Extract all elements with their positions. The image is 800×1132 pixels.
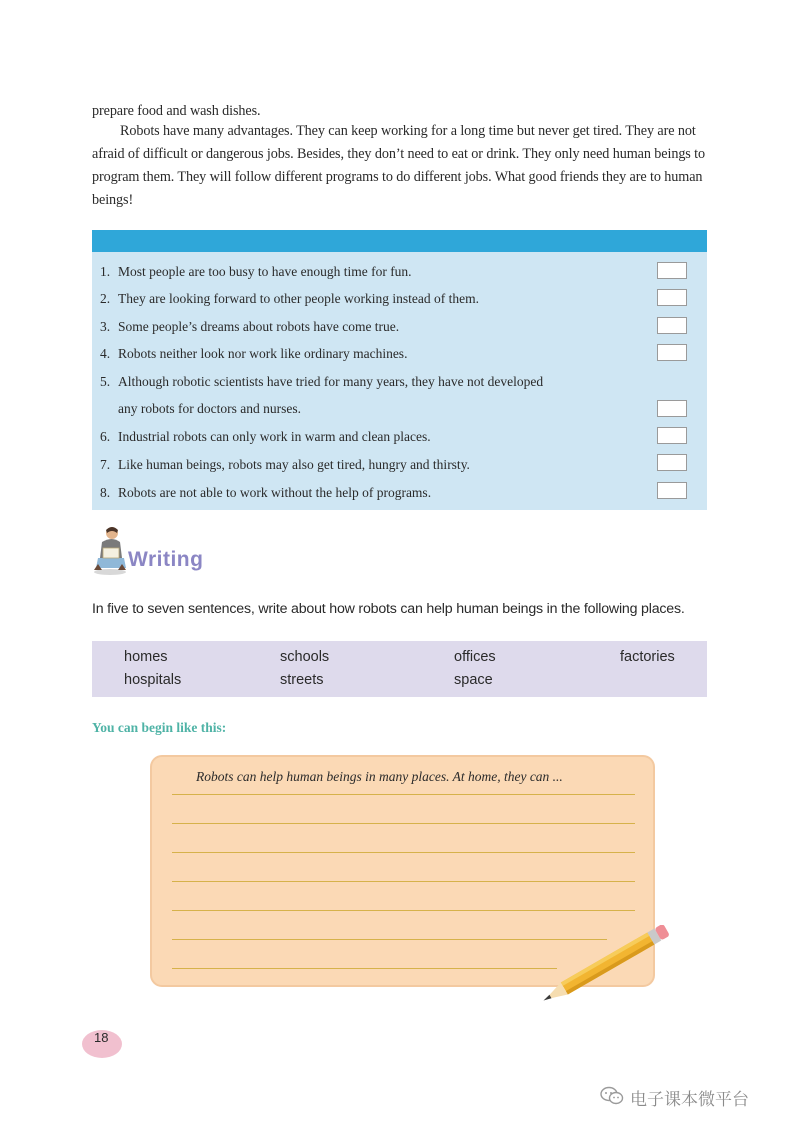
statement-number: 7. <box>100 457 111 472</box>
answer-box-7[interactable] <box>657 454 687 471</box>
statement-text: Although robotic scientists have tried for many years, they have not developed <box>118 374 544 389</box>
statement-1 <box>100 263 412 281</box>
statements-box <box>92 230 707 510</box>
place-hospitals: hospitals <box>124 672 182 688</box>
statement-number: 6. <box>100 429 111 444</box>
reading-student-icon <box>92 524 128 576</box>
statement-number: 1. <box>100 264 111 279</box>
writing-instruction: In five to seven sentences, write about how robots can help human beings in the following places. <box>92 601 685 617</box>
statement-3 <box>100 318 399 336</box>
answer-box-3[interactable] <box>657 317 687 334</box>
statement-5-continued: any robots for doctors and nurses. <box>118 401 301 416</box>
statement-number: 8. <box>100 485 111 500</box>
statement-6 <box>100 428 431 446</box>
statement-text: Like human beings, robots may also get tired, hungry and thirsty. <box>118 457 470 472</box>
answer-box-2[interactable] <box>657 289 687 306</box>
reading-line: prepare food and wash dishes. <box>92 103 261 119</box>
begin-sentence: Robots can help human beings in many places. At home, they can ... <box>196 769 563 784</box>
wechat-icon <box>600 1086 624 1106</box>
statement-4 <box>100 345 407 363</box>
statement-number: 5. <box>100 374 111 389</box>
answer-box-1[interactable] <box>657 262 687 279</box>
answer-box-6[interactable] <box>657 427 687 444</box>
answer-box-4[interactable] <box>657 344 687 361</box>
statement-2 <box>100 290 479 308</box>
statement-text: Most people are too busy to have enough time for fun. <box>118 264 412 279</box>
statement-5 <box>100 373 543 391</box>
place-space: space <box>454 672 493 688</box>
statement-number: 4. <box>100 346 111 361</box>
begin-label: You can begin like this: <box>92 720 227 735</box>
statement-text: Robots are not able to work without the help of programs. <box>118 485 432 500</box>
writing-line-3 <box>172 852 635 853</box>
place-offices: offices <box>454 649 496 665</box>
pencil-icon <box>530 925 680 1005</box>
answer-box-5[interactable] <box>657 400 687 417</box>
statement-7 <box>100 456 470 474</box>
page-number: 18 <box>94 1030 109 1045</box>
place-homes: homes <box>124 649 168 665</box>
answer-box-8[interactable] <box>657 482 687 499</box>
writing-line-2 <box>172 823 635 824</box>
reading-paragraph: Robots have many advantages. They can keep working for a long time but never get tired. They are not afraid of difficult or dangerous jobs. Besides, they don’t need to eat or drink. They only need human beings to program them. They will follow different programs to do different jobs. What good friends they are to human beings! <box>92 123 706 208</box>
statement-text: They are looking forward to other people working instead of them. <box>118 291 480 306</box>
statement-8 <box>100 484 431 502</box>
writing-line-7 <box>172 968 557 969</box>
statement-text: Some people’s dreams about robots have come true. <box>118 319 400 334</box>
places-box <box>92 641 707 697</box>
statements-header-bar <box>92 230 707 252</box>
place-streets: streets <box>280 672 324 688</box>
watermark-text: 电子课本微平台 <box>630 1090 749 1110</box>
writing-line-5 <box>172 910 635 911</box>
statement-number: 3. <box>100 319 111 334</box>
writing-line-1 <box>172 794 635 795</box>
writing-line-4 <box>172 881 635 882</box>
writing-heading: Writing <box>128 548 204 571</box>
statement-text: Robots neither look nor work like ordinary machines. <box>118 346 408 361</box>
statement-text: Industrial robots can only work in warm and clean places. <box>118 429 431 444</box>
place-factories: factories <box>620 649 675 665</box>
place-schools: schools <box>280 649 330 665</box>
statement-number: 2. <box>100 291 111 306</box>
